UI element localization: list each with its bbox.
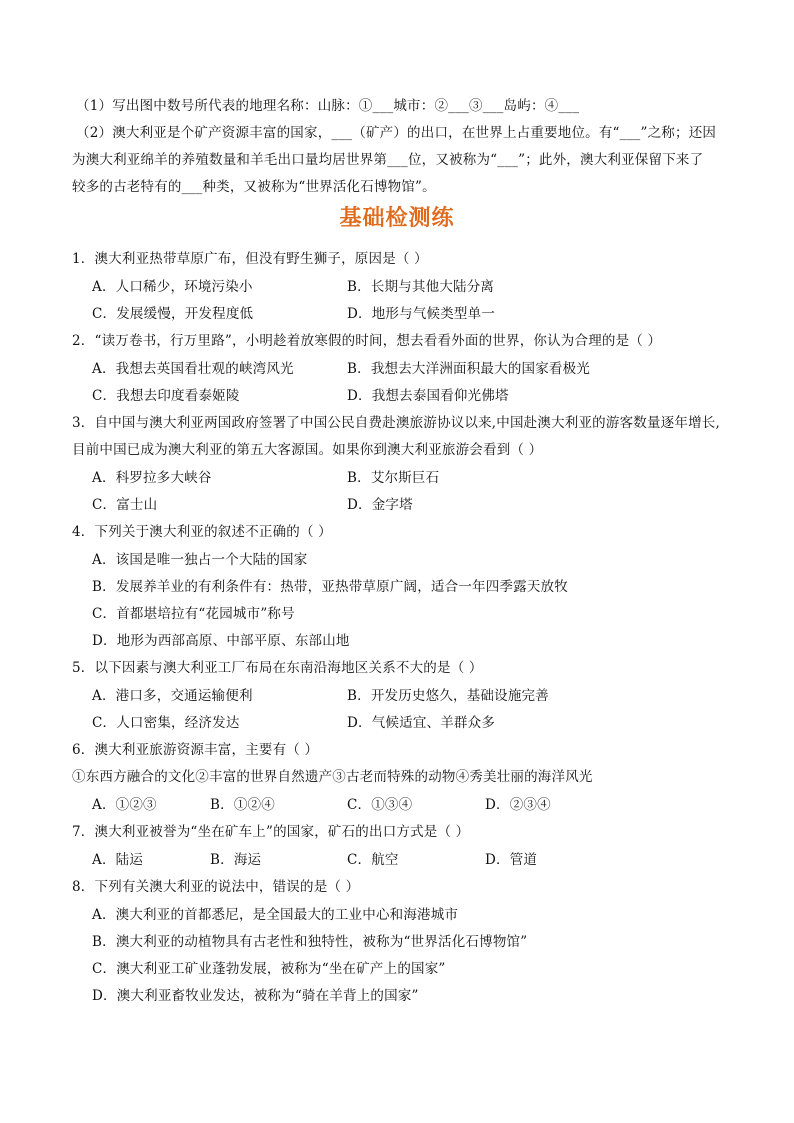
question-5-stem: 5．以下因素与澳大利亚工厂布局在东南沿海地区关系不大的是（ ） [72,660,483,676]
question-7-stem: 7．澳大利亚被誉为“坐在矿车上”的国家，矿石的出口方式是（ ） [72,824,470,840]
question-4-option-a: A．该国是唯一独占一个大陆的国家 [92,552,308,568]
question-7-option-a: A．陆运 [92,852,144,868]
question-6-option-b: B．①②④ [210,797,275,813]
question-6-option-c: C．①③④ [347,797,413,813]
question-3-option-b: B．艾尔斯巨石 [347,470,440,486]
question-2-option-c: C．我想去印度看泰姬陵 [92,388,240,404]
intro-line-2: （2）澳大利亚是个矿产资源丰富的国家，___（矿产）的出口，在世界上占重要地位。有“___”之称；还因 [76,125,717,141]
question-8-option-c: C．澳大利亚工矿业蓬勃发展，被称为“坐在矿产上的国家” [92,961,446,977]
question-2-stem: 2．“读万卷书，行万里路”，小明趁着放寒假的时间，想去看看外面的世界，你认为合理的是（ ） [72,333,662,349]
question-3-option-c: C．富士山 [92,497,158,513]
question-1-stem: 1．澳大利亚热带草原广布，但没有野生狮子，原因是（ ） [72,251,428,267]
question-8-option-b: B．澳大利亚的动植物具有古老性和独特性，被称为“世界活化石博物馆” [92,934,528,950]
question-7-option-b: B．海运 [210,852,262,868]
question-1-option-c: C．发展缓慢，开发程度低 [92,306,254,322]
question-1-option-a: A．人口稀少，环境污染小 [92,279,253,295]
question-6-stem: 6．澳大利亚旅游资源丰富，主要有（ ） [72,742,319,758]
question-5-option-a: A．港口多，交通运输便利 [92,688,253,704]
question-8-option-d: D．澳大利亚畜牧业发达，被称为“骑在羊背上的国家” [92,988,419,1004]
question-2-option-a: A．我想去英国看壮观的峡湾风光 [92,361,294,377]
question-5-option-b: B．开发历史悠久，基础设施完善 [347,688,549,704]
question-2-option-d: D．我想去泰国看仰光佛塔 [347,388,509,404]
question-8-stem: 8．下列有关澳大利亚的说法中，错误的是（ ） [72,879,360,895]
question-4-option-d: D．地形为西部高原、中部平原、东部山地 [92,633,350,649]
question-3-stem-line-1: 3．自中国与澳大利亚两国政府签署了中国公民自费赴澳旅游协议以来,中国赴澳大利亚的游客数量逐年增长, [72,415,720,431]
question-3-option-a: A．科罗拉多大峡谷 [92,470,212,486]
question-4-stem: 4．下列关于澳大利亚的叙述不正确的（ ） [72,524,332,540]
question-7-option-c: C．航空 [347,852,399,868]
question-3-option-d: D．金字塔 [347,497,413,513]
question-6-option-a: A．①②③ [92,797,157,813]
question-2-option-b: B．我想去大洋洲面积最大的国家看极光 [347,361,591,377]
question-7-option-d: D．管道 [485,852,538,868]
question-6-option-d: D．②③④ [485,797,551,813]
question-6-items: ①东西方融合的文化②丰富的世界自然遗产③古老而特殊的动物④秀美壮丽的海洋风光 [72,769,593,785]
question-3-stem-line-2: 目前中国已成为澳大利亚的第五大客源国。如果你到澳大利亚旅游会看到（ ） [72,442,543,458]
section-title: 基础检测练 [339,206,455,231]
intro-line-1: （1）写出图中数号所代表的地理名称：山脉：①___城市：②___③___岛屿：④___ [76,98,580,114]
question-1-option-d: D．地形与气候类型单一 [347,306,496,322]
question-8-option-a: A．澳大利亚的首都悉尼，是全国最大的工业中心和海港城市 [92,907,459,923]
question-1-option-b: B．长期与其他大陆分离 [347,279,495,295]
question-4-option-c: C．首都堪培拉有“花园城市”称号 [92,606,295,622]
intro-line-4: 较多的古老特有的___种类，又被称为“世界活化石博物馆”。 [72,179,436,195]
question-5-option-c: C．人口密集，经济发达 [92,715,240,731]
question-5-option-d: D．气候适宜、羊群众多 [347,715,496,731]
question-4-option-b: B．发展养羊业的有利条件有：热带，亚热带草原广阔，适合一年四季露天放牧 [92,579,568,595]
intro-line-3: 为澳大利亚绵羊的养殖数量和羊毛出口量均居世界第___位，又被称为“___”；此外，澳大利亚保留下来了 [72,152,704,168]
